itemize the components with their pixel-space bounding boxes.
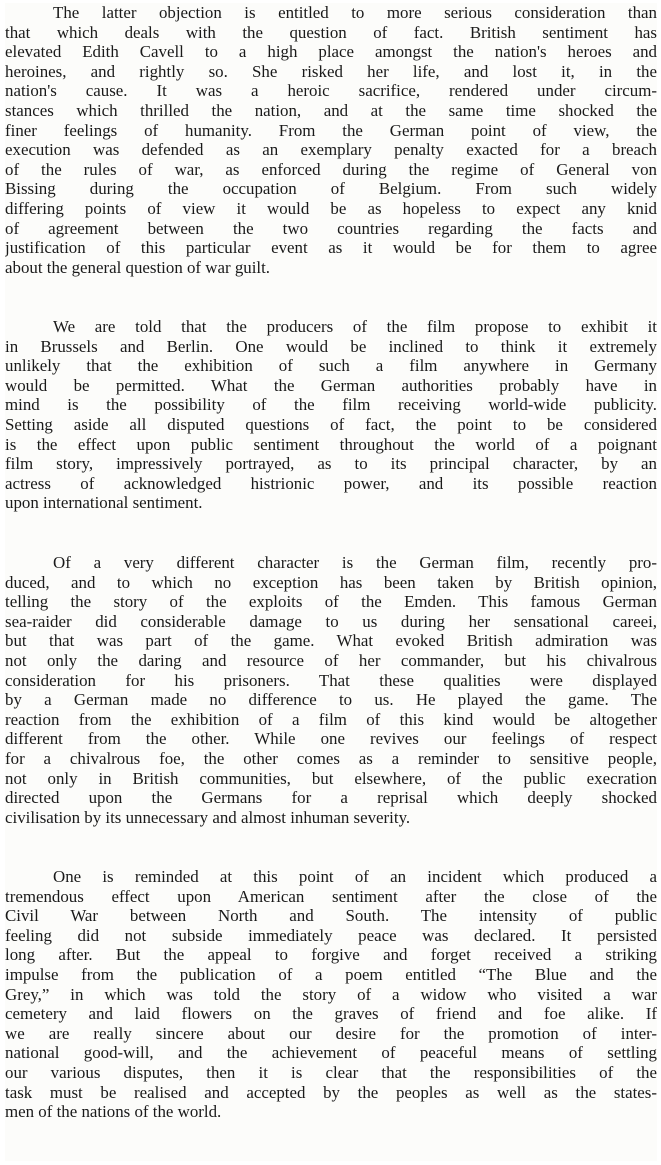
text-line: One is reminded at this point of an incident which produced a (53, 867, 657, 886)
text-line: execution was defended as an exemplary penalty exacted for a breach (5, 140, 657, 160)
text-line: would be permitted. What the German authorities probably have in (5, 375, 657, 395)
text-line: but that was part of the game. What evoked British admiration was (5, 631, 657, 651)
text-line: mind is the possibility of the film receiving world-wide publicity. (5, 395, 657, 415)
paragraph-3 (5, 553, 657, 827)
text-line: Bissing during the occupation of Belgium. From such widely (5, 179, 657, 199)
text-line: Civil War between North and South. The intensity of public (5, 906, 657, 926)
text-line: for a chivalrous foe, the other comes as a reminder to sensitive people, (5, 748, 657, 768)
text-line: actress of acknowledged histrionic power, and its possible reaction (5, 473, 657, 493)
text-line: is the effect upon public sentiment throughout the world of a poignant (5, 434, 657, 454)
text-line: we are really sincere about our desire for the promotion of inter- (5, 1023, 657, 1043)
text-line: our various disputes, then it is clear that the responsibilities of the (5, 1062, 657, 1082)
text-line: directed upon the Germans for a reprisal which deeply shocked (5, 788, 657, 808)
text-line: not only the daring and resource of her commander, but his chivalrous (5, 650, 657, 670)
text-line: differing points of view it would be as hopeless to expect any knid (5, 198, 657, 218)
paragraph-1 (5, 3, 657, 277)
text-line: task must be realised and accepted by the peoples as well as the states- (5, 1082, 657, 1102)
paragraph-2 (5, 317, 657, 513)
text-line: different from the other. While one revives our feelings of respect (5, 729, 657, 749)
text-line: that which deals with the question of fact. British sentiment has (5, 22, 657, 42)
text-line: Of a very different character is the German film, recently pro- (53, 553, 657, 572)
text-line: The latter objection is entitled to more serious consideration than (53, 3, 657, 22)
text-line: feeling did not subside immediately peace was declared. It persisted (5, 925, 657, 945)
text-line: stances which thrilled the nation, and at the same time shocked the (5, 100, 657, 120)
text-line: duced, and to which no exception has been taken by British opinion, (5, 572, 657, 592)
text-line: Grey,” in which was told the story of a widow who visited a war (5, 984, 657, 1004)
text-line: men of the nations of the world. (5, 1102, 222, 1122)
text-line: of the rules of war, as enforced during the regime of General von (5, 159, 657, 179)
text-line: civilisation by its unnecessary and almost inhuman severity. (5, 807, 411, 827)
text-line: about the general question of war guilt. (5, 257, 271, 277)
text-line: nation's cause. It was a heroic sacrifice, rendered under circum- (5, 81, 657, 101)
text-line: unlikely that the exhibition of such a film anywhere in Germany (5, 356, 657, 376)
text-line: elevated Edith Cavell to a high place amongst the nation's heroes and (5, 42, 657, 62)
text-line: by a German made no difference to us. He played the game. The (5, 690, 657, 710)
text-line: telling the story of the exploits of the Emden. This famous German (5, 592, 657, 612)
text-line: justification of this particular event as it would be for them to agree (5, 238, 657, 258)
text-line: in Brussels and Berlin. One would be inclined to think it extremely (5, 336, 657, 356)
text-line: finer feelings of humanity. From the German point of view, the (5, 120, 657, 140)
text-line: consideration for his prisoners. That these qualities were displayed (5, 670, 657, 690)
text-line: Setting aside all disputed questions of fact, the point to be considered (5, 414, 657, 434)
text-line: of agreement between the two countries regarding the facts and (5, 218, 657, 238)
paragraph-4 (5, 867, 657, 1122)
text-line: film story, impressively portrayed, as to its principal character, by an (5, 454, 657, 474)
text-line: reaction from the exhibition of a film of this kind would be altogether (5, 709, 657, 729)
text-line: tremendous effect upon American sentiment after the close of the (5, 886, 657, 906)
text-line: impulse from the publication of a poem entitled “The Blue and the (5, 964, 657, 984)
text-line: heroines, and rightly so. She risked her life, and lost it, in the (5, 61, 657, 81)
text-line: long after. But the appeal to forgive and forget received a striking (5, 945, 657, 965)
text-line: cemetery and laid flowers on the graves of friend and foe alike. If (5, 1004, 657, 1024)
text-line: national good-will, and the achievement of peaceful means of settling (5, 1043, 657, 1063)
document-page (5, 3, 657, 1161)
text-line: upon international sentiment. (5, 493, 203, 513)
text-line: sea-raider did considerable damage to us during her sensational careei, (5, 611, 657, 631)
text-line: We are told that the producers of the film propose to exhibit it (53, 317, 657, 336)
text-line: not only in British communities, but elsewhere, of the public execration (5, 768, 657, 788)
